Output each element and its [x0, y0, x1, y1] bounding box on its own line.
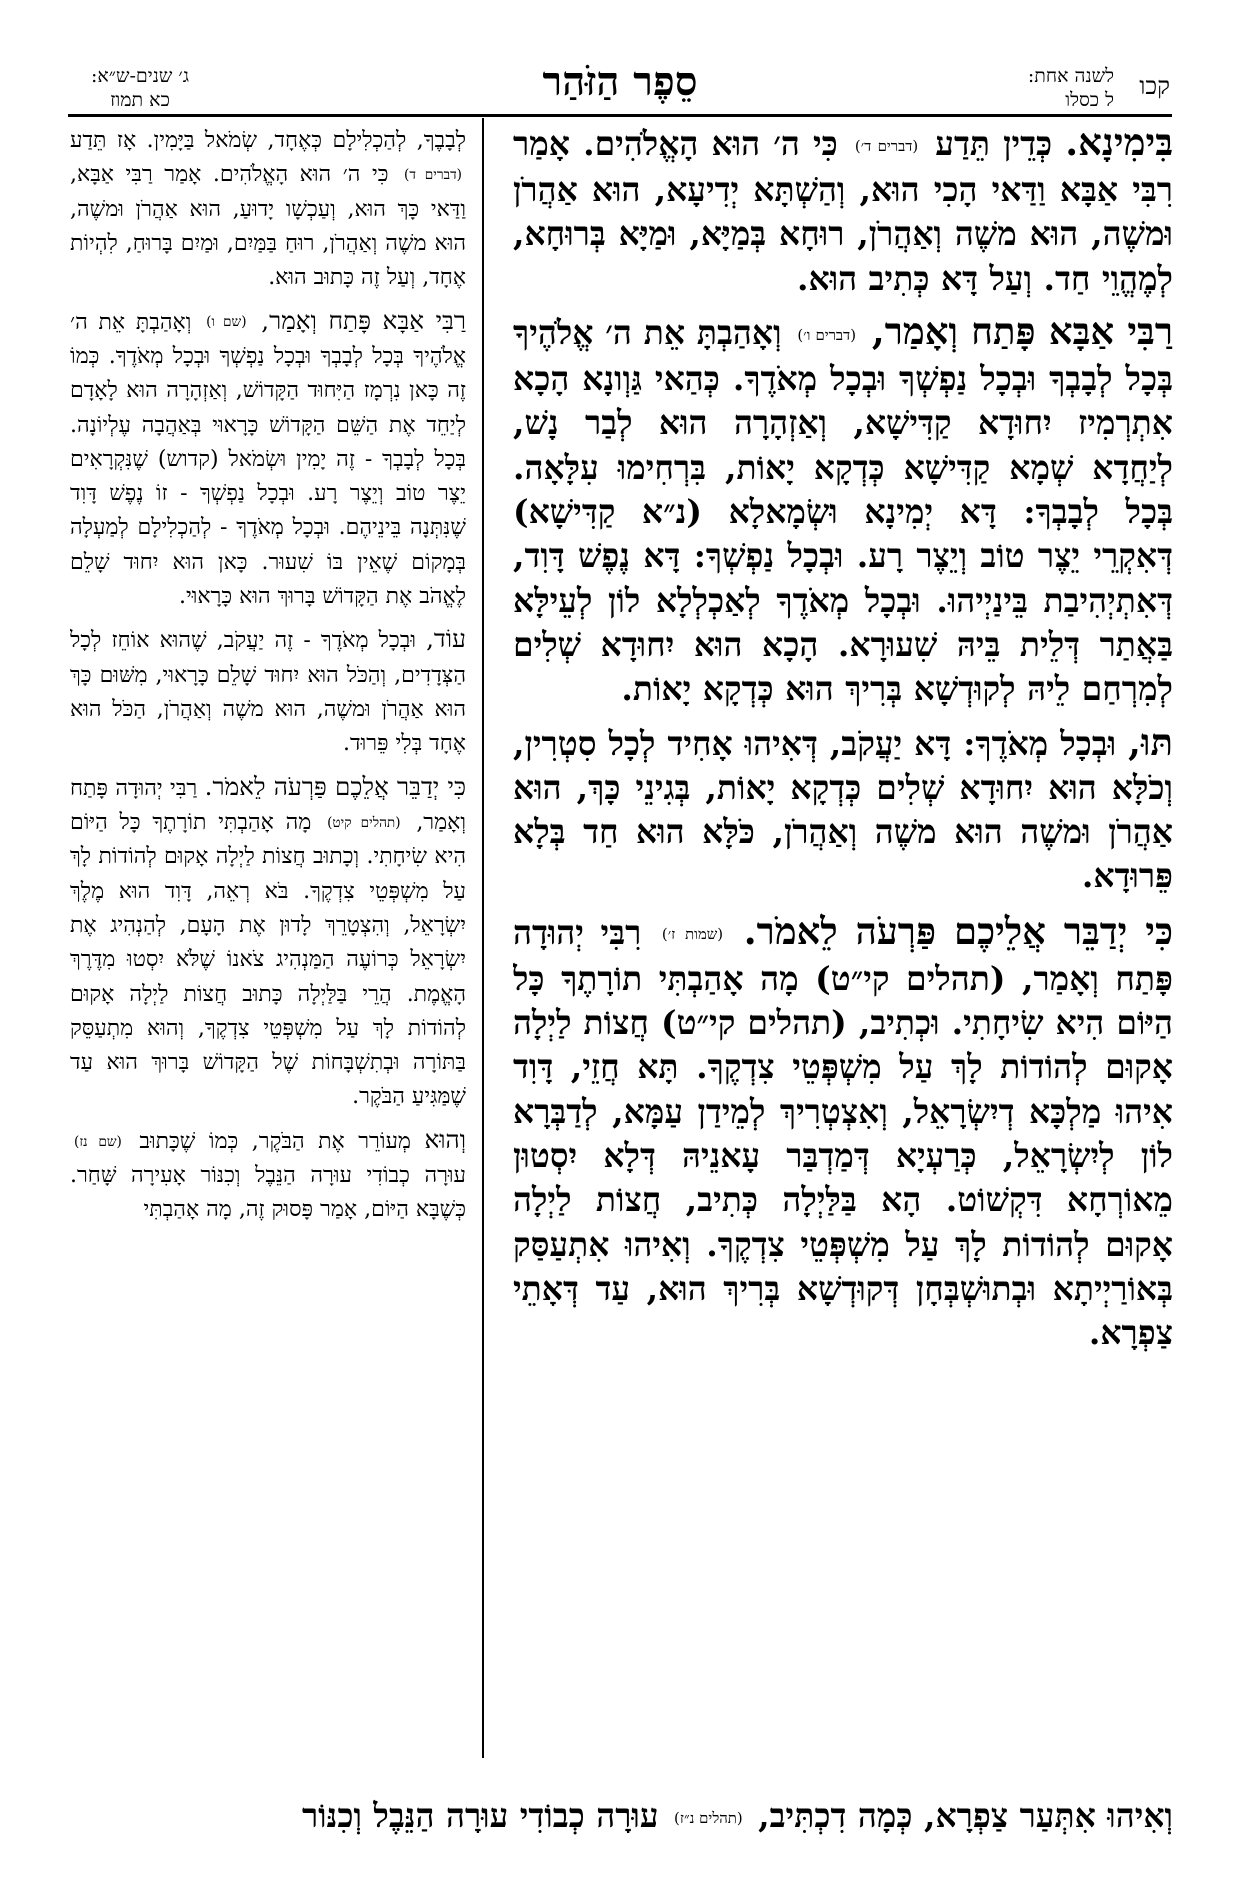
paragraph-opening: כִּי יְדַבֵּר אֲלֵיכֶם פַּרְעֹה לֵאמֹר.: [743, 908, 1173, 953]
paragraph-text: וּבְכָל מְאֹדֶךָ: דָּא יַעֲקֹב, דְּאִיהוּ אָחִיד לְכָל סִטְרִין, וְכֹלָּא הוּא יִחוּדָא שְׁלִים כְּדְקָא יָאוֹת, בְּגִינֵי כָּךְ, הוּא אַהֲרֹן וּמשֶׁה הוּא משֶׁה וְאַהֲרֹן, כֹּלָּא הוּא חַד בְּלָא פֵּרוּדָא.: [513, 723, 1173, 896]
side-paragraph: [70, 1123, 466, 1228]
scripture-reference: [335, 736, 343, 752]
scripture-reference: (דברים ד׳): [854, 136, 919, 155]
paragraph-rest: רִבִּי יְהוּדָה פָּתַח וְאָמַר, (תהלים קי״ט) מָה אָהַבְתִּי תוֹרָתֶךָ כָּל הַיּוֹם הִיא שִׂיחָתִי. וּכְתִיב, (תהלים קי״ט) חֲצוֹת לַיְלָה אָקוּם לְהוֹדוֹת לָךְ עַל מִשְׁפְּטֵי צִדְקֶךָ. תָּא חֲזֵי, דָּוִד אִיהוּ מַלְכָּא דְיִשְׂרָאֵל, וְאִצְטְרִיךְ לְמֵידַן עַמָּא, לְדַבְּרָא לוֹן לְיִשְׂרָאֵל, כְּרַעְיָא דְּמַדְבַּר עָאנֵיהּ דְּלָא יִסְטוּן מֵאוֹרְחָא דִּקְשׁוֹט. הָא בַּלַּיְלָה כְּתִיב, חֲצוֹת לַיְלָה אָקוּם לְהוֹדוֹת לָךְ עַל מִשְׁפְּטֵי צִדְקֶךָ. וְאִיהוּ אִתְעַסַּק בְּאוֹרַיְיתָא וּבְתוּשְׁבְּחָן דְּקוּדְשָׁא בְּרִיךְ הוּא, עַד דְּאָתֵי צַפְרָא.: [513, 912, 1173, 1353]
header-left-block: [70, 64, 210, 112]
paragraph-text: מְעוֹרֵר אֶת הַבֹּקֶר, כְּמוֹ שֶׁכָּתוּב: [125, 1128, 425, 1154]
main-paragraph: [513, 909, 1173, 1356]
side-paragraph: [70, 304, 466, 615]
scripture-reference: (תהלים נ״ז): [674, 1808, 743, 1827]
scripture-reference: [1074, 869, 1082, 887]
book-title: סֵפֶר הַזֹּהַר: [542, 58, 698, 105]
scripture-reference: (דברים ד): [404, 167, 462, 184]
paragraph-opening: עוֹד,: [426, 624, 466, 654]
paragraph-text: [860, 313, 872, 352]
paragraph-text: [251, 310, 262, 335]
header-left-line1: ג׳ שנים-ש״א:: [90, 65, 190, 87]
header-right-line1: לשנה אחת:: [1027, 65, 1114, 87]
side-paragraph: [70, 122, 466, 296]
paragraph-rest: כִּי ה׳ הוּא הָאֱלֹהִים. אָמַר רַבִּי אַבָּא, וַדַּאי כָּךְ הוּא, וְעַכְשָׁו יָדוּעַ, הוּא אַהֲרֹן וּמשֶׁה, הוּא משֶׁה וְאַהֲרֹן, רוּחַ בַּמַּיִם, וּמַיִם בָּרוּחַ, לִהְיוֹת אֶחָד, וְעַל זֶה כָּתוּב הוּא.: [70, 162, 466, 291]
side-paragraph: [70, 770, 466, 1115]
bottom-full-width-line: [83, 1796, 1173, 1846]
bottom-opening: וְאִיהוּ אִתְּעַר צַפְרָא, כְּמָה דִכְתִּיב,: [758, 1796, 1173, 1835]
page-number: קכו: [1139, 72, 1170, 100]
paragraph-opening: וְהוּא: [424, 1124, 466, 1154]
paragraph-text: וּבְכָל מְאֹדֶךָ - זֶה יַעֲקֹב, שֶׁהוּא אוֹחֵז לְכָל הַצְּדָדִים, וְהַכֹּל הוּא יִחוּד שָׁלֵם כָּרָאוּי, מִשּׁוּם כָּךְ הוּא אַהֲרֹן וּמשֶׁה, הוּא משֶׁה וְאַהֲרֹן, הַכֹּל הוּא אֶחָד בְּלִי פֵּרוּד.: [70, 628, 466, 757]
paragraph-text: רַבִּי יְהוּדָה פָּתַח וְאָמַר,: [70, 775, 466, 836]
paragraph-text: [727, 913, 744, 952]
paragraph-rest: וְאָהַבְתָּ אֵת ה׳ אֱלֹהֶיךָ בְּכָל לְבָבְךָ וּבְכָל נַפְשְׁךָ וּבְכָל מְאֹדֶךָ. כְּמוֹ זֶה כָּאן נִרְמָז הַיִּחוּד הַקָּדוֹשׁ, וְאַזְהָרָה הוּא לָאָדָם לְיַחֵד אֶת הַשֵּׁם הַקָּדוֹשׁ כָּרָאוּי בְּאַהֲבָה עֶלְיוֹנָה. בְּכָל לְבָבְךָ - זֶה יָמִין וּשְׂמֹאל (קדוש) שֶׁנִּקְרָאִים יֵצֶר טוֹב וְיֵצֶר רָע. וּבְכָל נַפְשְׁךָ - זוֹ נֶפֶשׁ דָּוִד שֶׁנִּתְּנָה בֵּינֵיהֶם. וּבְכָל מְאֹדֶךָ - לְהַכְלִילָם לְמַעְלָה בְּמָקוֹם שֶׁאֵין בּוֹ שִׁעוּר. כָּאן הוּא יִחוּד שָׁלֵם לֶאֱהֹב אֶת הַקָּדוֹשׁ בָּרוּךְ הוּא כָּרָאוּי.: [70, 309, 466, 610]
paragraph-opening: תּוּ,: [1128, 719, 1173, 764]
paragraph-text: לְבָבֶךָ, לְהַכְלִילָם כְּאֶחָד, שְׂמֹאל בַּיָּמִין. אָז תֵּדַע: [70, 128, 466, 153]
main-paragraph: [513, 309, 1173, 712]
scripture-reference: (שם ו): [206, 314, 247, 331]
paragraph-text: כְּדֵין תֵּדַע: [922, 124, 1066, 163]
scripture-reference: (תהלים קיט): [327, 814, 401, 831]
scripture-reference: (שם נז): [74, 1133, 122, 1150]
paragraph-opening: רַבִּי אַבָּא פָּתַח וְאָמַר,: [261, 305, 466, 335]
header-rule: [68, 114, 1172, 117]
scripture-reference: (שמות ז׳): [661, 925, 724, 944]
page-header: [70, 58, 1170, 114]
main-paragraph: [513, 120, 1173, 301]
paragraph-opening: בִּימִינָא.: [1065, 120, 1173, 164]
translation-column: [70, 122, 466, 1752]
header-left-line2: כא תמוז: [110, 89, 170, 111]
main-paragraph: [513, 720, 1173, 901]
paragraph-opening: רַבִּי אַבָּא פָּתַח וְאָמַר,: [871, 309, 1173, 354]
paragraph-rest: כִּי ה׳ הוּא הָאֱלֹהִים. אָמַר רִבִּי אַבָּא וַדַּאי הָכִי הוּא, וְהַשְׁתָּא יְדִיעָא, הוּא אַהֲרֹן וּמשֶׁה, הוּא משֶׁה וְאַהֲרֹן, רוּחָא בְּמַיָּא, וּמַיָּא בְּרוּחָא, לְמֶהֱוֵי חַד. וְעַל דָּא כְּתִיב הוּא.: [513, 124, 1173, 298]
paragraph-rest: מָה אָהַבְתִּי תוֹרָתֶךָ כָּל הַיּוֹם הִיא שִׂיחָתִי. וְכָתוּב חֲצוֹת לַיְלָה אָקוּם לְהוֹדוֹת לָךְ עַל מִשְׁפְּטֵי צִדְקֶךָ. בֹּא רְאֵה, דָּוִד הוּא מֶלֶךְ יִשְׂרָאֵל, וְהִצְטָרֵךְ לָדוּן אֶת הָעָם, לְהַנְהִיג אֶת יִשְׂרָאֵל כְּרוֹעֶה הַמַּנְהִיג צֹאנוֹ שֶׁלֹּא יִסְטוּ מִדֶּרֶךְ הָאֱמֶת. הֲרֵי בַּלַּיְלָה כָּתוּב חֲצוֹת לַיְלָה אָקוּם לְהוֹדוֹת לָךְ עַל מִשְׁפְּטֵי צִדְקֶךָ, וְהוּא מִתְעַסֵּק בַּתּוֹרָה וּבְתִשְׁבָּחוֹת שֶׁל הַקָּדוֹשׁ בָּרוּךְ הוּא עַד שֶׁמַּגִּיעַ הַבֹּקֶר.: [70, 810, 466, 1110]
scripture-reference: (דברים ו׳): [797, 325, 856, 344]
paragraph-opening: כִּי יְדַבֵּר אֲלֵכֶם פַּרְעֹה לֵאמֹר.: [204, 771, 466, 801]
paragraph-rest: עוּרָה כְבוֹדִי עוּרָה הַנֵּבֶל וְכִנּוֹר אָעִירָה שָּׁחַר. כְּשֶׁבָּא הַיּוֹם, אָמַר פָּסוּק זֶה, מָה אָהַבְתִּי: [70, 1163, 466, 1223]
main-column: [513, 120, 1173, 1800]
column-divider: [482, 118, 484, 1758]
paragraph-rest: וְאָהַבְתָּ אֵת ה׳ אֱלֹהֶיךָ בְּכָל לְבָבְךָ וּבְכָל נַפְשְׁךָ וּבְכָל מְאֹדֶךָ. כְּהַאי גַּוְונָא הָכָא אִתְרְמִיז יִחוּדָא קַדִּישָׁא, וְאַזְהָרָה הוּא לְבַר נָשׁ, לְיַחֲדָא שְׁמָא קַדִּישָׁא כְּדְקָא יָאוֹת, בִּרְחִימוּ עִלָּאָה. בְּכָל לְבָבְךָ: דָּא יְמִינָא וּשְׂמָאלָא (נ״א קַדִּישָׁא) דְּאִקְרֵי יֵצֶר טוֹב וְיֵצֶר רָע. וּבְכָל נַפְשְׁךָ: דָּא נֶפֶשׁ דָּוִד, דְּאִתְיְהִיבַת בֵּינַיְיהוּ. וּבְכָל מְאֹדֶךָ לְאַכְלְלָא לוֹן לְעֵילָּא בַּאֲתַר דְּלֵית בֵּיהּ שִׁעוּרָא. הָכָא הוּא יִחוּדָא שְׁלִים לְמִרְחַם לֵיהּ לְקוּדְשָׁא בְּרִיךְ הוּא כְּדְקָא יָאוֹת.: [513, 313, 1173, 709]
bottom-rest: עוּרָה כְבוֹדִי עוּרָה הַנֵּבֶל וְכִנּוֹר: [301, 1796, 671, 1835]
header-right-line2: ל כסלו: [1065, 89, 1114, 111]
side-paragraph: [70, 622, 466, 761]
